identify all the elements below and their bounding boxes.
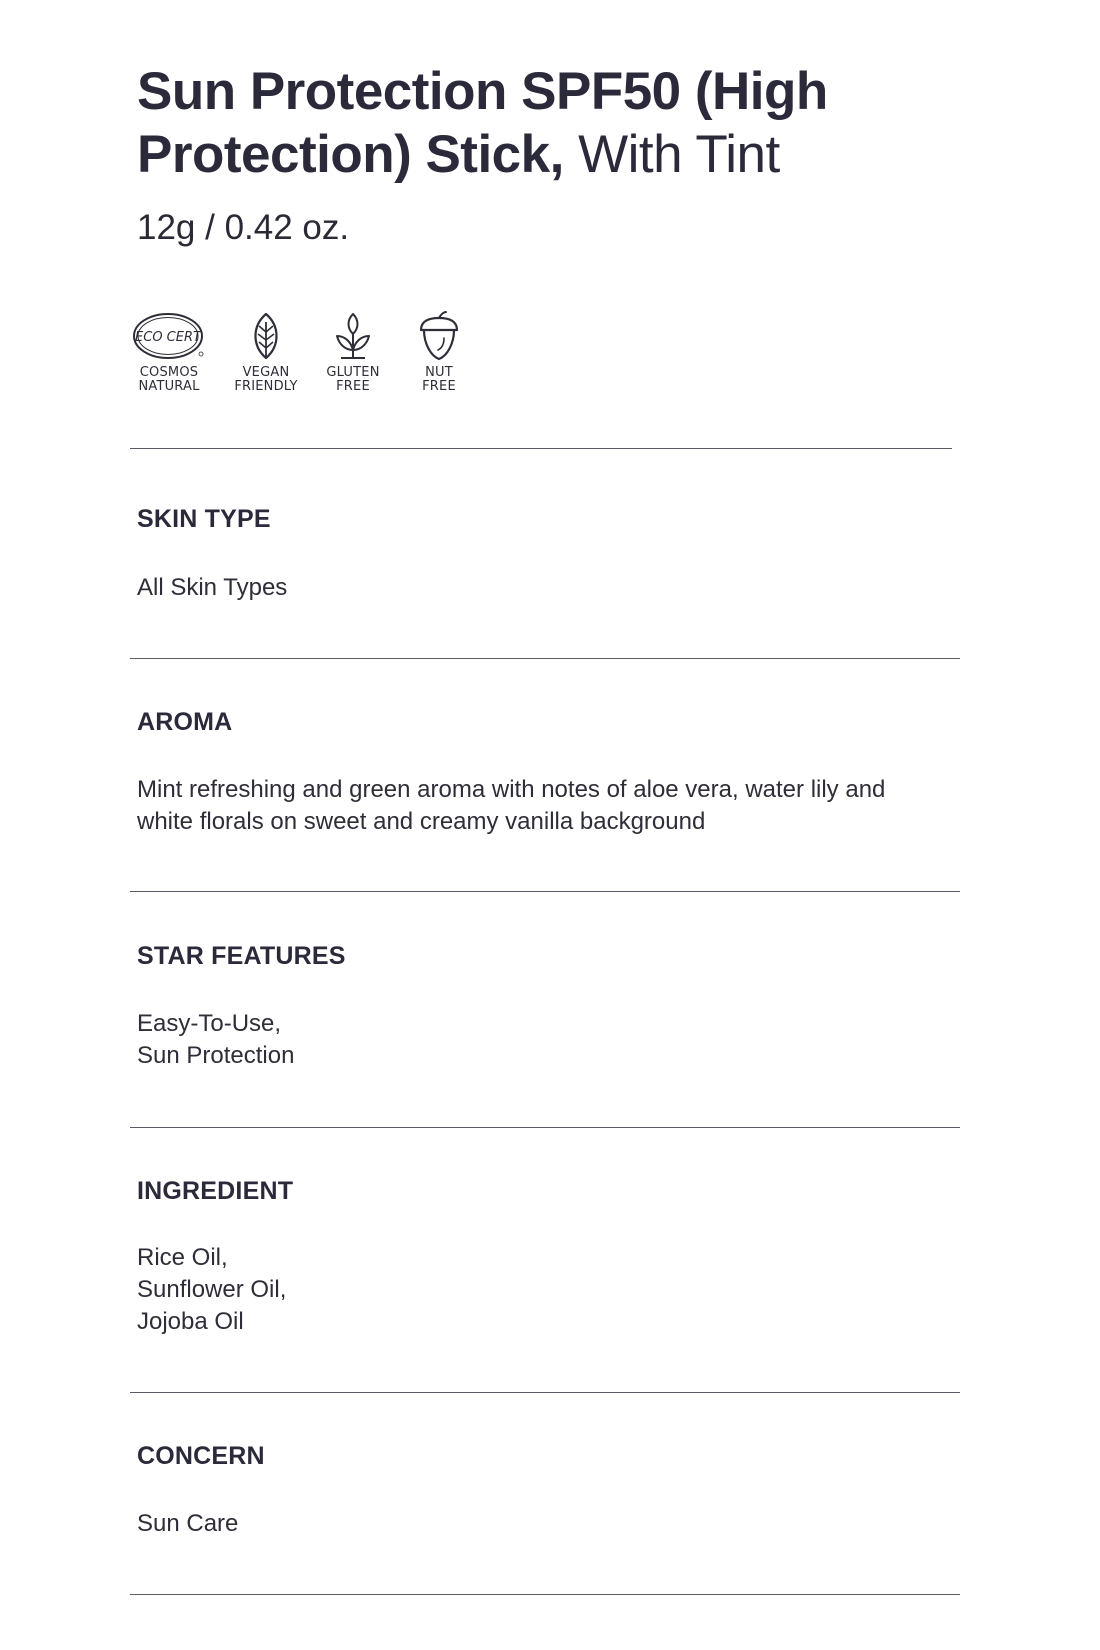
section-body-aroma xyxy=(137,774,967,838)
section-line: Sun Protection xyxy=(137,1042,295,1069)
section-body-concern xyxy=(137,1508,967,1540)
badge-label-line1: VEGAN xyxy=(242,365,290,380)
section-line: Sunflower Oil, xyxy=(137,1276,287,1303)
divider xyxy=(130,658,960,659)
section-title-skin-type: SKIN TYPE xyxy=(137,505,271,533)
section-line: Rice Oil, xyxy=(137,1244,228,1271)
divider xyxy=(130,448,952,449)
product-size: 12g / 0.42 oz. xyxy=(137,208,350,247)
divider xyxy=(130,1127,960,1128)
badge-label-line2: NATURAL xyxy=(138,379,200,394)
badge-vegan-friendly xyxy=(226,310,306,394)
badge-label-line1: COSMOS xyxy=(139,365,199,380)
product-title-bold: Sun Protection SPF50 (High Protection) Stick, xyxy=(137,62,828,184)
section-line: All Skin Types xyxy=(137,574,288,601)
product-title-variant: With Tint xyxy=(578,125,780,184)
section-title-aroma: AROMA xyxy=(137,708,233,736)
ecocert-icon xyxy=(131,310,207,362)
section-line: Jojoba Oil xyxy=(137,1308,244,1335)
wheat-icon xyxy=(327,310,379,362)
divider xyxy=(130,1594,960,1595)
divider xyxy=(130,1392,960,1393)
section-body-ingredient xyxy=(137,1242,967,1338)
badge-label-line2: FRIENDLY xyxy=(234,379,298,394)
certification-badges xyxy=(137,310,497,405)
section-line: Mint refreshing and green aroma with notes of aloe vera, water lily and xyxy=(137,776,886,803)
section-title-ingredient: INGREDIENT xyxy=(137,1177,294,1205)
divider xyxy=(130,891,960,892)
badge-label-line2: FREE xyxy=(422,379,456,394)
badge-label-line2: FREE xyxy=(336,379,370,394)
badge-label-line1: GLUTEN xyxy=(326,365,380,380)
acorn-icon xyxy=(413,310,465,362)
section-body-skin-type xyxy=(137,572,967,604)
product-title xyxy=(137,60,957,186)
section-line: white florals on sweet and creamy vanilla background xyxy=(137,808,706,835)
section-title-star-features: STAR FEATURES xyxy=(137,942,346,970)
section-line: Sun Care xyxy=(137,1510,239,1537)
badge-label-line1: NUT xyxy=(425,365,453,380)
section-body-star-features xyxy=(137,1008,967,1072)
badge-cosmos-natural xyxy=(129,310,209,394)
badge-gluten-free xyxy=(313,310,393,394)
ecocert-logo-text: ECO CERT xyxy=(135,330,201,345)
section-line: Easy-To-Use, xyxy=(137,1010,282,1037)
badge-nut-free xyxy=(399,310,479,394)
section-title-concern: CONCERN xyxy=(137,1442,265,1470)
leaf-icon xyxy=(240,310,292,362)
